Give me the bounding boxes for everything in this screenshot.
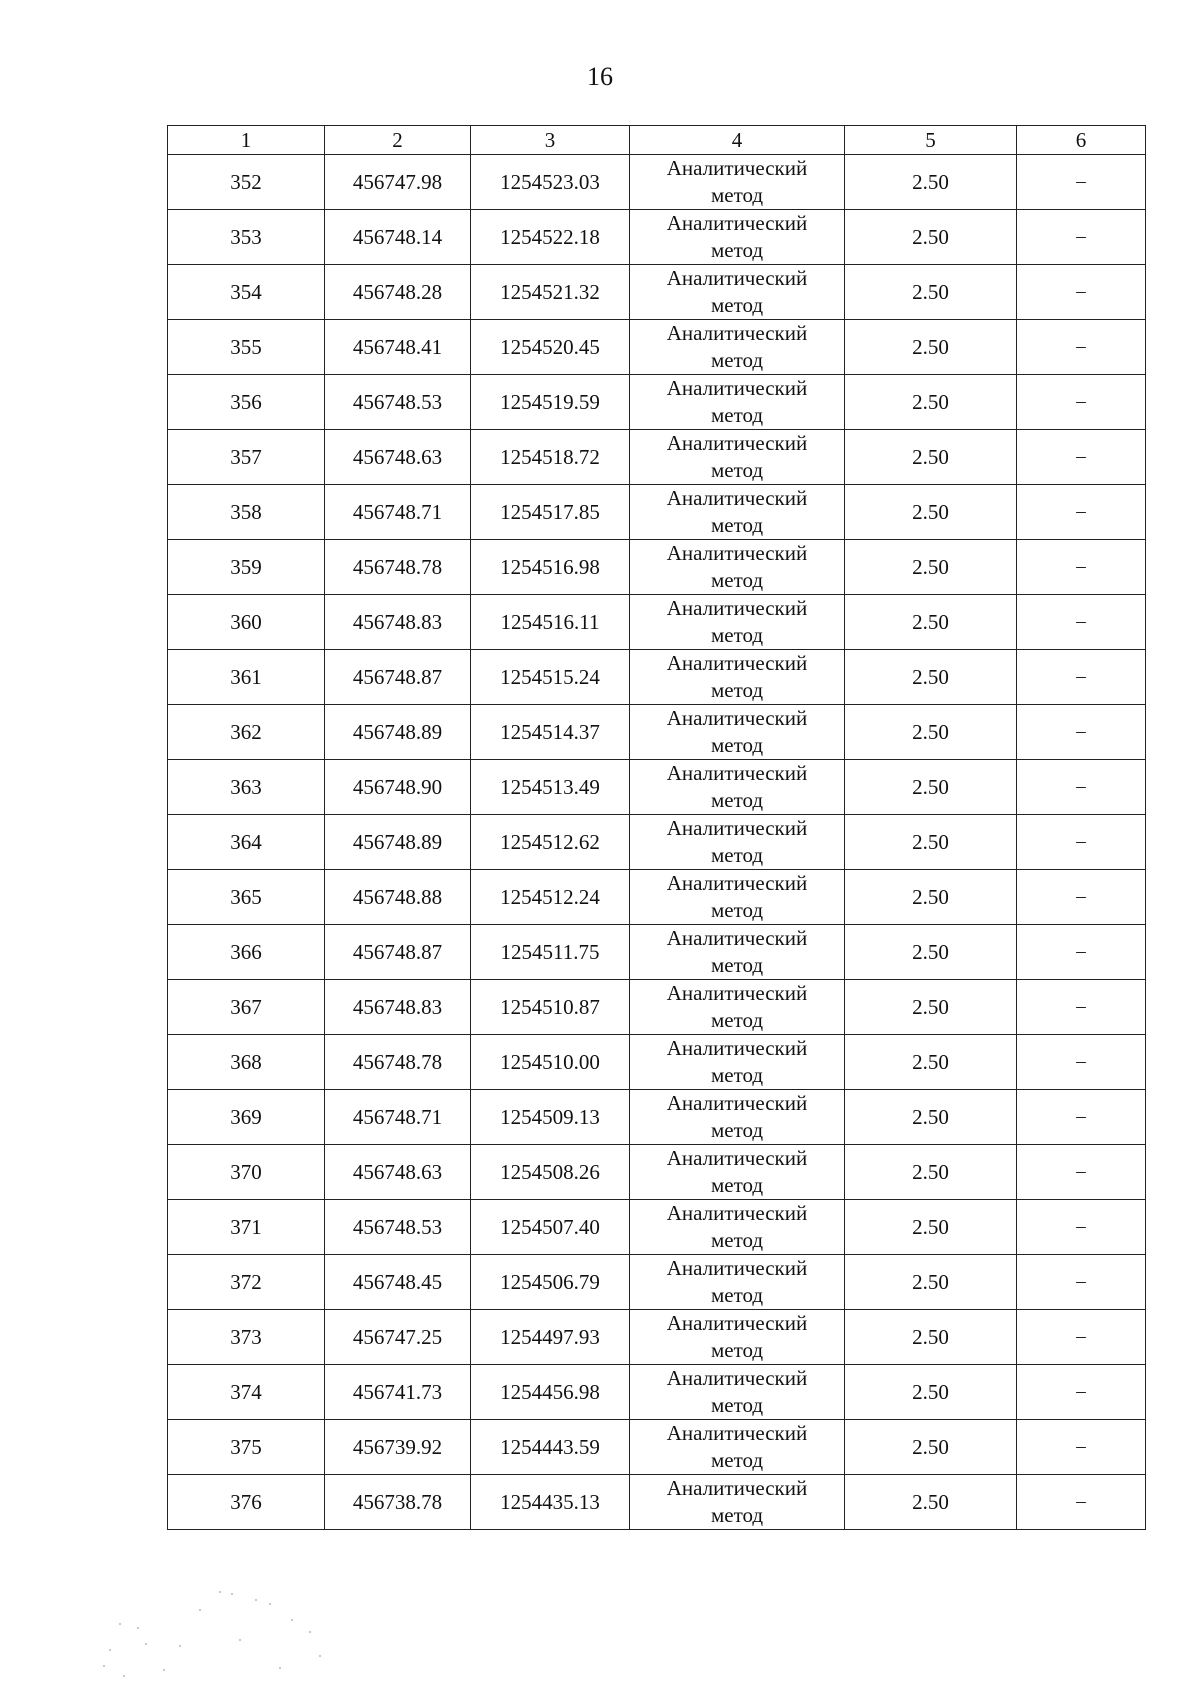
accuracy-cell: 2.50 — [845, 485, 1017, 540]
y-coordinate-cell: 1254521.32 — [471, 265, 630, 320]
x-coordinate-cell: 456748.89 — [325, 705, 471, 760]
y-coordinate-cell: 1254510.00 — [471, 1035, 630, 1090]
method-cell: Аналитический метод — [630, 1145, 845, 1200]
accuracy-cell: 2.50 — [845, 980, 1017, 1035]
y-coordinate-cell: 1254509.13 — [471, 1090, 630, 1145]
note-cell: – — [1017, 320, 1146, 375]
y-coordinate-cell: 1254511.75 — [471, 925, 630, 980]
point-number-cell: 371 — [168, 1200, 325, 1255]
method-cell: Аналитический метод — [630, 980, 845, 1035]
y-coordinate-cell: 1254512.62 — [471, 815, 630, 870]
note-cell: – — [1017, 1035, 1146, 1090]
y-coordinate-cell: 1254517.85 — [471, 485, 630, 540]
column-header: 3 — [471, 126, 630, 155]
method-cell: Аналитический метод — [630, 485, 845, 540]
method-cell: Аналитический метод — [630, 925, 845, 980]
x-coordinate-cell: 456739.92 — [325, 1420, 471, 1475]
header-row — [168, 126, 1146, 155]
table-row — [168, 1200, 1146, 1255]
note-cell: – — [1017, 1475, 1146, 1530]
accuracy-cell: 2.50 — [845, 210, 1017, 265]
table-row — [168, 650, 1146, 705]
note-cell: – — [1017, 1365, 1146, 1420]
method-cell: Аналитический метод — [630, 1255, 845, 1310]
accuracy-cell: 2.50 — [845, 1310, 1017, 1365]
table-row — [168, 870, 1146, 925]
point-number-cell: 359 — [168, 540, 325, 595]
method-cell: Аналитический метод — [630, 1035, 845, 1090]
note-cell: – — [1017, 595, 1146, 650]
note-cell: – — [1017, 1310, 1146, 1365]
note-cell: – — [1017, 1255, 1146, 1310]
y-coordinate-cell: 1254513.49 — [471, 760, 630, 815]
table-row — [168, 265, 1146, 320]
accuracy-cell: 2.50 — [845, 1145, 1017, 1200]
point-number-cell: 353 — [168, 210, 325, 265]
method-cell: Аналитический метод — [630, 1310, 845, 1365]
y-coordinate-cell: 1254516.98 — [471, 540, 630, 595]
y-coordinate-cell: 1254508.26 — [471, 1145, 630, 1200]
note-cell: – — [1017, 1145, 1146, 1200]
table-row — [168, 430, 1146, 485]
x-coordinate-cell: 456738.78 — [325, 1475, 471, 1530]
x-coordinate-cell: 456748.63 — [325, 1145, 471, 1200]
x-coordinate-cell: 456748.63 — [325, 430, 471, 485]
point-number-cell: 375 — [168, 1420, 325, 1475]
x-coordinate-cell: 456748.45 — [325, 1255, 471, 1310]
note-cell: – — [1017, 925, 1146, 980]
method-cell: Аналитический метод — [630, 210, 845, 265]
x-coordinate-cell: 456748.53 — [325, 1200, 471, 1255]
x-coordinate-cell: 456741.73 — [325, 1365, 471, 1420]
accuracy-cell: 2.50 — [845, 1090, 1017, 1145]
point-number-cell: 365 — [168, 870, 325, 925]
accuracy-cell: 2.50 — [845, 265, 1017, 320]
point-number-cell: 355 — [168, 320, 325, 375]
accuracy-cell: 2.50 — [845, 320, 1017, 375]
y-coordinate-cell: 1254518.72 — [471, 430, 630, 485]
method-cell: Аналитический метод — [630, 320, 845, 375]
method-cell: Аналитический метод — [630, 375, 845, 430]
method-cell: Аналитический метод — [630, 1090, 845, 1145]
table-row — [168, 540, 1146, 595]
y-coordinate-cell: 1254519.59 — [471, 375, 630, 430]
point-number-cell: 366 — [168, 925, 325, 980]
note-cell: – — [1017, 155, 1146, 210]
method-cell: Аналитический метод — [630, 1475, 845, 1530]
note-cell: – — [1017, 210, 1146, 265]
point-number-cell: 358 — [168, 485, 325, 540]
note-cell: – — [1017, 375, 1146, 430]
table-row — [168, 210, 1146, 265]
y-coordinate-cell: 1254520.45 — [471, 320, 630, 375]
note-cell: – — [1017, 650, 1146, 705]
y-coordinate-cell: 1254510.87 — [471, 980, 630, 1035]
point-number-cell: 367 — [168, 980, 325, 1035]
x-coordinate-cell: 456748.78 — [325, 1035, 471, 1090]
accuracy-cell: 2.50 — [845, 870, 1017, 925]
y-coordinate-cell: 1254506.79 — [471, 1255, 630, 1310]
x-coordinate-cell: 456748.28 — [325, 265, 471, 320]
table-row — [168, 1475, 1146, 1530]
point-number-cell: 356 — [168, 375, 325, 430]
method-cell: Аналитический метод — [630, 870, 845, 925]
point-number-cell: 363 — [168, 760, 325, 815]
x-coordinate-cell: 456748.87 — [325, 925, 471, 980]
method-cell: Аналитический метод — [630, 595, 845, 650]
point-number-cell: 373 — [168, 1310, 325, 1365]
y-coordinate-cell: 1254443.59 — [471, 1420, 630, 1475]
point-number-cell: 368 — [168, 1035, 325, 1090]
note-cell: – — [1017, 815, 1146, 870]
point-number-cell: 352 — [168, 155, 325, 210]
method-cell: Аналитический метод — [630, 650, 845, 705]
accuracy-cell: 2.50 — [845, 595, 1017, 650]
note-cell: – — [1017, 980, 1146, 1035]
column-header: 5 — [845, 126, 1017, 155]
note-cell: – — [1017, 430, 1146, 485]
note-cell: – — [1017, 760, 1146, 815]
accuracy-cell: 2.50 — [845, 1420, 1017, 1475]
accuracy-cell: 2.50 — [845, 650, 1017, 705]
point-number-cell: 362 — [168, 705, 325, 760]
accuracy-cell: 2.50 — [845, 540, 1017, 595]
point-number-cell: 374 — [168, 1365, 325, 1420]
coordinates-table — [167, 125, 1146, 1530]
accuracy-cell: 2.50 — [845, 705, 1017, 760]
accuracy-cell: 2.50 — [845, 430, 1017, 485]
x-coordinate-cell: 456748.83 — [325, 595, 471, 650]
table-row — [168, 1310, 1146, 1365]
point-number-cell: 360 — [168, 595, 325, 650]
note-cell: – — [1017, 705, 1146, 760]
method-cell: Аналитический метод — [630, 1420, 845, 1475]
accuracy-cell: 2.50 — [845, 925, 1017, 980]
x-coordinate-cell: 456748.83 — [325, 980, 471, 1035]
accuracy-cell: 2.50 — [845, 1200, 1017, 1255]
table-row — [168, 155, 1146, 210]
accuracy-cell: 2.50 — [845, 1475, 1017, 1530]
method-cell: Аналитический метод — [630, 760, 845, 815]
accuracy-cell: 2.50 — [845, 1365, 1017, 1420]
note-cell: – — [1017, 1420, 1146, 1475]
table-row — [168, 1090, 1146, 1145]
y-coordinate-cell: 1254456.98 — [471, 1365, 630, 1420]
accuracy-cell: 2.50 — [845, 1255, 1017, 1310]
y-coordinate-cell: 1254523.03 — [471, 155, 630, 210]
x-coordinate-cell: 456748.89 — [325, 815, 471, 870]
accuracy-cell: 2.50 — [845, 760, 1017, 815]
x-coordinate-cell: 456748.14 — [325, 210, 471, 265]
table-row — [168, 705, 1146, 760]
method-cell: Аналитический метод — [630, 430, 845, 485]
point-number-cell: 370 — [168, 1145, 325, 1200]
x-coordinate-cell: 456748.87 — [325, 650, 471, 705]
accuracy-cell: 2.50 — [845, 375, 1017, 430]
table-row — [168, 375, 1146, 430]
y-coordinate-cell: 1254497.93 — [471, 1310, 630, 1365]
column-header: 6 — [1017, 126, 1146, 155]
method-cell: Аналитический метод — [630, 1365, 845, 1420]
x-coordinate-cell: 456748.71 — [325, 485, 471, 540]
table-row — [168, 760, 1146, 815]
x-coordinate-cell: 456748.41 — [325, 320, 471, 375]
point-number-cell: 369 — [168, 1090, 325, 1145]
point-number-cell: 376 — [168, 1475, 325, 1530]
x-coordinate-cell: 456748.53 — [325, 375, 471, 430]
x-coordinate-cell: 456747.25 — [325, 1310, 471, 1365]
x-coordinate-cell: 456748.90 — [325, 760, 471, 815]
y-coordinate-cell: 1254512.24 — [471, 870, 630, 925]
note-cell: – — [1017, 870, 1146, 925]
table-row — [168, 1420, 1146, 1475]
page-number: 16 — [587, 62, 613, 91]
point-number-cell: 357 — [168, 430, 325, 485]
y-coordinate-cell: 1254507.40 — [471, 1200, 630, 1255]
method-cell: Аналитический метод — [630, 540, 845, 595]
table-row — [168, 1255, 1146, 1310]
note-cell: – — [1017, 1200, 1146, 1255]
table-header — [168, 126, 1146, 155]
y-coordinate-cell: 1254516.11 — [471, 595, 630, 650]
table-row — [168, 815, 1146, 870]
table-row — [168, 1035, 1146, 1090]
note-cell: – — [1017, 265, 1146, 320]
accuracy-cell: 2.50 — [845, 1035, 1017, 1090]
table-body — [168, 155, 1146, 1530]
y-coordinate-cell: 1254514.37 — [471, 705, 630, 760]
accuracy-cell: 2.50 — [845, 155, 1017, 210]
column-header: 4 — [630, 126, 845, 155]
point-number-cell: 364 — [168, 815, 325, 870]
table-row — [168, 595, 1146, 650]
method-cell: Аналитический метод — [630, 265, 845, 320]
x-coordinate-cell: 456748.88 — [325, 870, 471, 925]
method-cell: Аналитический метод — [630, 815, 845, 870]
point-number-cell: 354 — [168, 265, 325, 320]
column-header: 1 — [168, 126, 325, 155]
method-cell: Аналитический метод — [630, 155, 845, 210]
x-coordinate-cell: 456747.98 — [325, 155, 471, 210]
table-row — [168, 485, 1146, 540]
note-cell: – — [1017, 540, 1146, 595]
y-coordinate-cell: 1254435.13 — [471, 1475, 630, 1530]
table-row — [168, 1365, 1146, 1420]
x-coordinate-cell: 456748.78 — [325, 540, 471, 595]
x-coordinate-cell: 456748.71 — [325, 1090, 471, 1145]
method-cell: Аналитический метод — [630, 1200, 845, 1255]
scan-noise — [80, 1580, 340, 1690]
accuracy-cell: 2.50 — [845, 815, 1017, 870]
point-number-cell: 361 — [168, 650, 325, 705]
column-header: 2 — [325, 126, 471, 155]
note-cell: – — [1017, 485, 1146, 540]
y-coordinate-cell: 1254522.18 — [471, 210, 630, 265]
table-row — [168, 925, 1146, 980]
table-row — [168, 1145, 1146, 1200]
method-cell: Аналитический метод — [630, 705, 845, 760]
note-cell: – — [1017, 1090, 1146, 1145]
table-row — [168, 320, 1146, 375]
y-coordinate-cell: 1254515.24 — [471, 650, 630, 705]
point-number-cell: 372 — [168, 1255, 325, 1310]
table-row — [168, 980, 1146, 1035]
